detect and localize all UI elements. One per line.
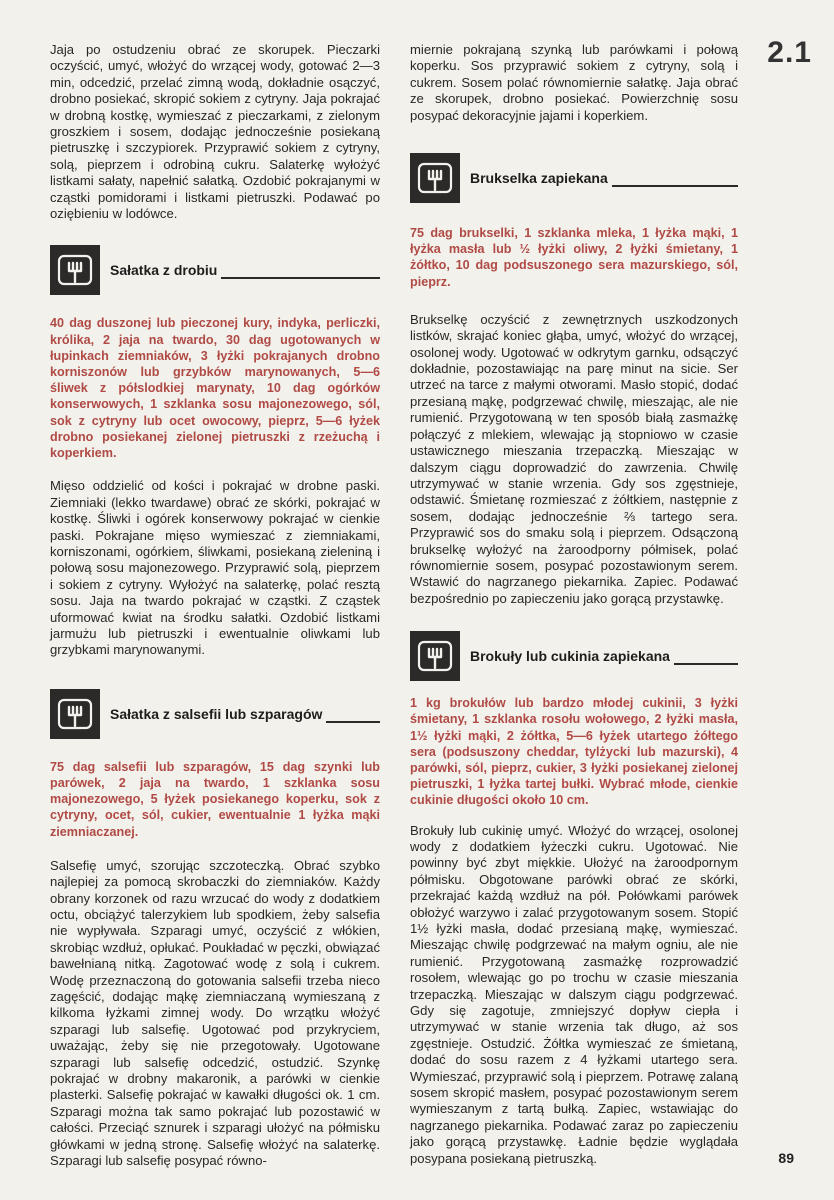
left-column [50, 42, 380, 1170]
plate-fork-icon [50, 689, 100, 739]
ingredients-list: 1 kg brokułów lub bardzo młodej cukinii, 3 łyżki śmietany, 1 szklanka rosołu wołowego, 2 łyżki masła, 1½ łyżki mąki, 2 żółtka, 5—6 łyżek utartego żółtego sera (podsuszony cheddar, tylżycki lub mazurski), 4 parówki, sól, pieprz, cukier, 3 łyżki posiekanej zielonej pietruszki, 1 łyżka tartej bułki. Wybrać młode, cienkie cukinie długości około 10 cm. [410, 696, 738, 808]
recipe-title: Brukselka zapiekana [470, 170, 608, 187]
method-paragraph: Salsefię umyć, szorując szczoteczką. Obrać szybko najlepiej za pomocą skrobaczki do ziemniaków. Każdy obrany korzonek od razu wrzucać do wody z dodatkiem octu, obciążyć talerzykiem lub spodkiem, żeby salsefia nie wypływała. Szparagi umyć, oczyścić z włókien, skrobiąc wzdłuż, opłukać. Poukładać w pęczki, obwiązać bawełnianą nitką. Zagotować wodę z solą i cukrem. Wodę przeznaczoną do gotowania salsefii trzeba nieco zagęścić, dodając mąkę ziemniaczaną wymieszaną z kilkoma łyżkami zimnej wody. Do wrzątku włożyć szparagi lub salsefię. Ugotować pod przykryciem, uważając, żeby się nie przegotowały. Ugotowane szparagi lub salsefię odcedzić, ostudzić. Szynkę pokrajać w drobny makaronik, a parówki w cienkie plasterki. Salsefię pokrajać w kawałki długości ok. 1 cm. Szparagi można tak samo pokrajać lub pozostawić w całości. Przeciąć sznurek i szparagi ułożyć na półmisku główkami w jedną stronę. Salsefię włożyć na salaterkę. Szparagi lub salsefię posypać równo- [50, 857, 380, 1169]
ingredients-list: 75 dag brukselki, 1 szklanka mleka, 1 łyżka mąki, 1 łyżka masła lub ½ łyżki oliwy, 2 łyżki śmietany, 1 żółtko, 10 dag podsuszonego sera mazurskiego, sól, pieprz. [410, 226, 738, 289]
page-number: 89 [778, 1150, 794, 1166]
recipe-header-brukselka-zapiekana [410, 153, 738, 203]
continued-paragraph: miernie pokrajaną szynką lub parówkami i połową koperku. Sos przyprawić sokiem z cytryny, solą i cukrem. Sosem polać równomiernie sałatkę. Jaja obrać ze skorupek, drobno posiekać. Powierzchnię sosu posypać dekoracyjnie jajami i koperkiem. [410, 42, 738, 123]
recipe-header-salatka-z-drobiu [50, 245, 380, 295]
plate-fork-icon [50, 245, 100, 295]
recipe-title: Sałatka z salsefii lub szparagów [110, 705, 323, 722]
recipe-title: Sałatka z drobiu [110, 262, 218, 279]
section-number: 2.1 [767, 36, 812, 69]
title-rule [326, 721, 380, 723]
method-paragraph: Brokuły lub cukinię umyć. Włożyć do wrzącej, osolonej wody z dodatkiem łyżeczki cukru. Ugotować. Nie powinny być zbyt miękkie. Ułożyć na żaroodpornym półmisku. Obgotowane parówki obrać ze skórki, przekrajać każdą wzdłuż na pół. Połówkami parówek obłożyć warzywo i zalać przygotowanym sosem. Stopić 1½ łyżki masła, dodać przesianą mąkę, wymieszać. Mieszając chwilę podgrzewać na małym ogniu, ale nie rumienić. Przygotowaną zasmażkę rozprowadzić rosołem, wlewając go po trochu w czasie mieszania trzepaczką. Mieszając w dalszym ciągu podgrzewać. Gdy się zagotuje, zmniejszyć dopływ ciepła i utrzymywać w stanie wrzenia tak długo, aż sos zgęstnieje. Ostudzić. Żółtka wymieszać ze śmietaną, dodać do sosu razem z 4 łyżkami utartego sera. Wymieszać, przyprawić solą i pieprzem. Potrawę zalaną sosem skropić masłem, posypać pozostawionym serem wymieszanym z tartą bułką. Zapiec, wstawiając do nagrzanego piekarnika. Podawać zaraz po zapieczeniu jako gorącą przystawkę. Ładnie będzie wyglądała posypana posiekaną pietruszką. [410, 822, 738, 1166]
title-rule [612, 185, 738, 187]
recipe-header-brokuly-zapiekana [410, 631, 738, 681]
title-rule [221, 277, 380, 279]
ingredients-list: 40 dag duszonej lub pieczonej kury, indyka, perliczki, królika, 2 jaja na twardo, 30 dag ugotowanych w łupinkach ziemniaków, 3 łyżki pokrajanych drobno korniszonów lub grzybków marynowanych, 5—6 śliwek z półslodkiej marynaty, 10 dag ogórków konserwowych, 1 szklanka sosu majonezowego, sól, sok z cytryny lub ocet owocowy, pieprz, 5—6 łyżek drobno posiekanej zielonej pietruszki z rzeżuchą i koperkiem. [50, 316, 380, 461]
intro-paragraph: Jaja po ostudzeniu obrać ze skorupek. Pieczarki oczyścić, umyć, włożyć do wrzącej wody, gotować 2—3 min, odcedzić, przelać zimną wodą, dokładnie osączyć, drobno posiekać, skropić sokiem z cytryny. Jaja pokrajać w drobną kostkę, wymieszać z pieczarkami, z zielonym groszkiem i sosem, dodając jednocześnie posiekaną pietruszkę i szczypiorek. Przyprawić sokiem z cytryny, solą, pieprzem i odrobiną cukru. Salaterkę wyłożyć listkami sałaty, napełnić sałatką. Ozdobić pokrajanymi w cząstki pomidorami i listkami pietruszki. Podawać po oziębieniu w lodówce. [50, 42, 380, 222]
right-column [410, 42, 738, 1167]
method-paragraph: Brukselkę oczyścić z zewnętrznych uszkodzonych listków, skrajać koniec głąba, umyć, włożyć do wrzącej, osolonej wody. Ugotować w odkrytym garnku, odsączyć dokładnie, pozostawiając na parę minut na sicie. Ser utrzeć na tarce z małymi otworami. Masło stopić, dodać przesianą mąkę, podgrzewać chwilę, mieszając, ale nie rumienić. Przygotowaną w ten sposób białą zasmażkę połączyć z mlekiem, wlewając ją stopniowo w czasie ustawicznego mieszania trzepaczką. Mieszając w dalszym ciągu doprowadzić do zawrzenia. Chwilę utrzymywać w stanie wrzenia. Gdy sos zgęstnieje, odstawić. Śmietanę rozmieszać z żółtkiem, następnie z sosem, dodając jednocześnie ⅔ tartego sera. Przyprawić sos do smaku solą i pieprzem. Odsączoną brukselkę wyłożyć na żaroodporny półmisek, polać równomiernie sosem, posypać pozostawionym serem. Wstawić do nagrzanego piekarnika. Zapiec. Podawać bezpośrednio po zapieczeniu jako gorącą przystawkę. [410, 311, 738, 606]
ingredients-list: 75 dag salsefii lub szparagów, 15 dag szynki lub parówek, 2 jaja na twardo, 1 szklanka sosu majonezowego, 5 łyżek posiekanego koperku, sok z cytryny, ocet, sól, cukier, ewentualnie 1 łyżka mąki ziemniaczanej. [50, 759, 380, 839]
plate-fork-icon [410, 153, 460, 203]
title-rule [674, 663, 738, 665]
recipe-title: Brokuły lub cukinia zapiekana [470, 648, 670, 665]
method-paragraph: Mięso oddzielić od kości i pokrajać w drobne paski. Ziemniaki (lekko twardawe) obrać ze skórki, pokrajać w kostkę. Śliwki i ogórek konserwowy pokrajać w cienkie paski. Pokrajane mięso wymieszać z ziemniakami, korniszonami, ogórkiem, śliwkami, posiekaną zieleniną i połową sosu majonezowego. Przyprawić solą, pieprzem i sokiem z cytryny. Wyłożyć na salaterkę, polać resztą sosu. Jaja na twardo pokrajać w cząstki. Z cząstek uformować kwiat na środku sałatki. Ozdobić listkami jarmużu lub pietruszki i ewentualnie oliwkami lub grzybkami marynowanymi. [50, 478, 380, 658]
plate-fork-icon [410, 631, 460, 681]
recipe-header-salatka-z-salsefii [50, 689, 380, 739]
